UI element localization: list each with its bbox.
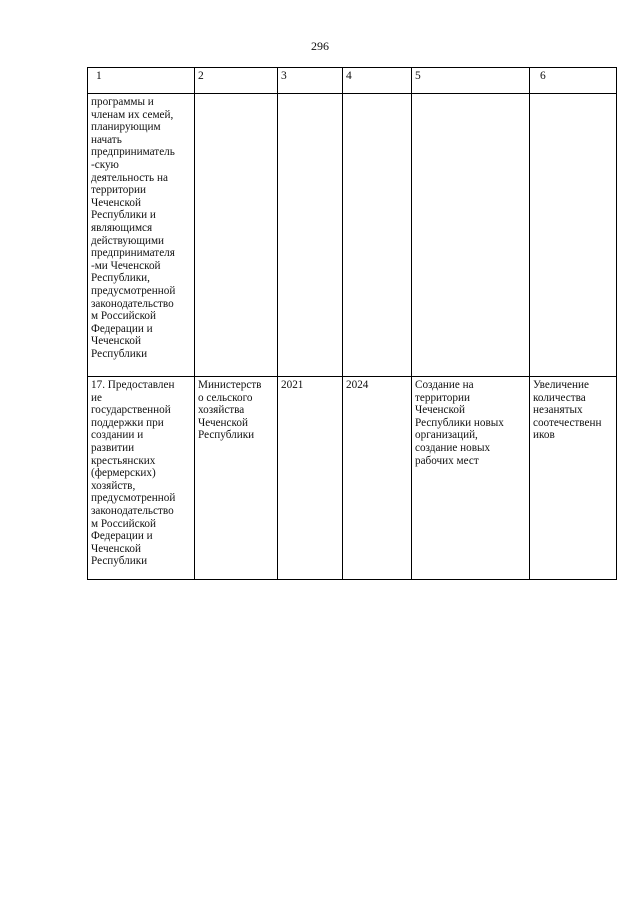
table-cell-end-year: 2024 bbox=[343, 377, 412, 580]
table-row bbox=[88, 377, 617, 580]
table-cell-measure: программы и членам их семей, планирующим начать предприниматель -скую деятельность на территории Чеченской Республики и являющимся действующими предпринимателя -ми Чеченской Республики, предусмотренной законодательство м Российской Федерации и Чеченской Республики bbox=[88, 94, 195, 377]
table-cell-indicator: Увеличение количества незанятых соотечественн иков bbox=[530, 377, 617, 580]
table-cell-result: Создание на территории Чеченской Республики новых организаций, создание новых рабочих мест bbox=[412, 377, 530, 580]
table-cell-executor bbox=[195, 94, 278, 377]
program-table bbox=[87, 67, 617, 580]
column-header-4: 4 bbox=[343, 68, 412, 94]
table-cell-executor: Министерств о сельского хозяйства Чеченской Республики bbox=[195, 377, 278, 580]
table-header-row bbox=[88, 68, 617, 94]
table-cell-measure: 17. Предоставлен ие государственной поддержки при создании и развитии крестьянских (фермерских) хозяйств, предусмотренной законодательство м Российской Федерации и Чеченской Республики bbox=[88, 377, 195, 580]
table-cell-end-year bbox=[343, 94, 412, 377]
table-row bbox=[88, 94, 617, 377]
table-cell-result bbox=[412, 94, 530, 377]
table-cell-start-year bbox=[278, 94, 343, 377]
page-number: 296 bbox=[311, 39, 329, 53]
column-header-1: 1 bbox=[88, 68, 195, 94]
column-header-6: 6 bbox=[530, 68, 617, 94]
column-header-3: 3 bbox=[278, 68, 343, 94]
column-header-5: 5 bbox=[412, 68, 530, 94]
column-header-2: 2 bbox=[195, 68, 278, 94]
table-cell-start-year: 2021 bbox=[278, 377, 343, 580]
table-cell-indicator bbox=[530, 94, 617, 377]
